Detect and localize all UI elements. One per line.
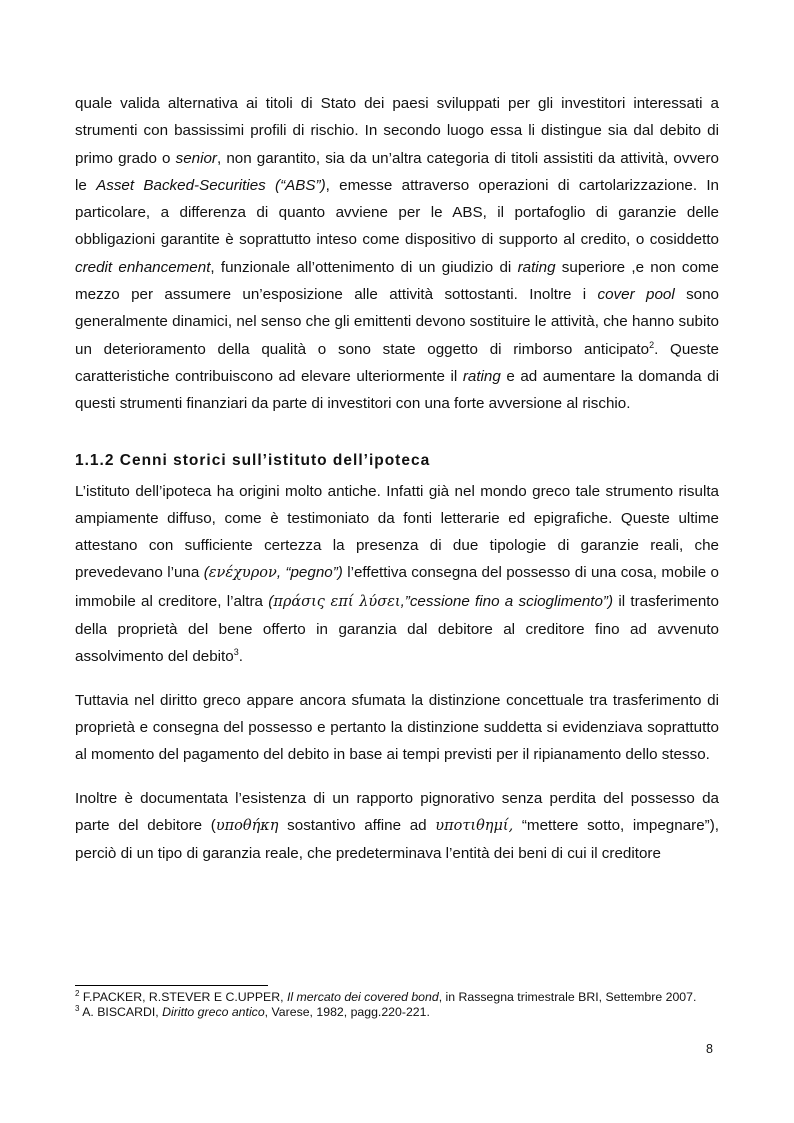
footnote-divider bbox=[75, 985, 268, 986]
page-number: 8 bbox=[706, 1042, 713, 1056]
footnotes bbox=[75, 990, 719, 1020]
footnote-ref-2: 2 bbox=[649, 339, 655, 350]
page-body bbox=[75, 90, 719, 867]
paragraph-origins: L’istituto dell’ipoteca ha origini molto antiche. Infatti già nel mondo greco tale strumento risulta ampiamente diffuso, come è testimoniato da fonti letterarie ed epigrafiche. Queste ultime attestano con sufficiente certezza la presenza di due tipologie di garanzie reali, che prevedevano l’una (ενέχυρον, “pegno”) l’effettiva consegna del possesso di una cosa, mobile o immobile al creditore, l’altra (πράσις επί λύσει,”cessione fino a scioglimento”) il trasferimento della proprietà del bene offerto in garanzia dal debitore al creditore fino ad avvenuto assolvimento del debito$^3$. bbox=[75, 482, 719, 666]
paragraph-greek-law: Tuttavia nel diritto greco appare ancora sfumata la distinzione concettuale tra trasferimento di proprietà e consegna del possesso e pertanto la distinzione suddetta si evidenziava soprattutto al momento del pagamento del debito in base ai tempi previsti per il ripianamento dello stesso. bbox=[75, 691, 719, 764]
paragraph-pignorative: Inoltre è documentata l’esistenza di un rapporto pignorativo senza perdita del possesso da parte del debitore (υποθήκη sostantivo affine ad υποτιθημί, “mettere sotto, impegnare”), perciò di un tipo di garanzia reale, che predeterminava l’entità dei beni di cui il creditore bbox=[75, 789, 719, 863]
paragraph-abs-comparison: quale valida alternativa ai titoli di Stato dei paesi sviluppati per gli investitori interessati a strumenti con bassissimi profili di rischio. In secondo luogo essa li distingue sia dal debito di primo grado o senior, non garantito, sia da un’altra categoria di titoli assistiti da attività, ovvero le Asset Backed-Securities (“ABS”), emesse attraverso operazioni di cartolarizzazione. In particolare, a differenza di quanto avviene per le ABS, il portafoglio di garanzie delle obbligazioni garantite è soprattutto inteso come dispositivo di supporto al credito, o cosiddetto credit enhancement, funzionale all’ottenimento di un giudizio di rating superiore ,e non come mezzo per assumere un’esposizione alle attività sottostanti. Inoltre i cover pool sono generalmente dinamici, nel senso che gli emittenti devono sostituire le attività, che hanno subito un deterioramento della qualità o sono state oggetto di rimborso anticipato$^2$. Queste caratteristiche contribuiscono ad elevare ulteriormente il rating e ad aumentare la domanda di questi strumenti finanziari da parte di investitori con una forte avversione al rischio. bbox=[75, 95, 719, 413]
footnote-2: $^2$ F.PACKER, R.STEVER E C.UPPER, Il mercato dei covered bond, in Rassegna trimestrale BRI, Settembre 2007. bbox=[75, 988, 697, 1004]
footnote-3: $^3$ A. BISCARDI, Diritto greco antico, Varese, 1982, pagg.220-221. bbox=[75, 1003, 430, 1019]
footnote-ref-3: 3 bbox=[233, 647, 239, 658]
section-heading: 1.1.2 Cenni storici sull’istituto dell’ipoteca bbox=[75, 451, 431, 469]
